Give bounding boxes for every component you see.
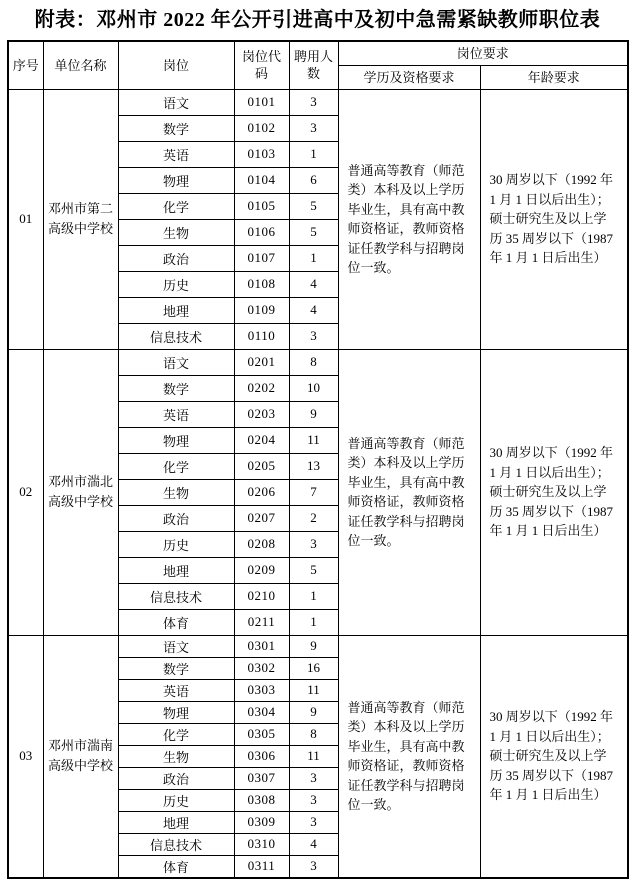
count-cell: 11 — [289, 427, 338, 453]
code-cell: 0310 — [234, 833, 289, 855]
count-cell: 10 — [289, 375, 338, 401]
table-row — [8, 89, 628, 115]
qualification-cell: 普通高等教育（师范类）本科及以上学历毕业生，具有高中教师资格证，教师资格证任教学科与招聘岗位一致。 — [338, 89, 480, 349]
code-cell: 0203 — [234, 401, 289, 427]
count-cell: 3 — [289, 323, 338, 349]
count-cell: 3 — [289, 767, 338, 789]
table-header — [8, 41, 628, 89]
count-cell: 9 — [289, 401, 338, 427]
post-cell: 历史 — [118, 789, 234, 811]
count-cell: 5 — [289, 193, 338, 219]
code-cell: 0101 — [234, 89, 289, 115]
code-cell: 0105 — [234, 193, 289, 219]
post-cell: 历史 — [118, 271, 234, 297]
count-cell: 9 — [289, 635, 338, 657]
code-cell: 0108 — [234, 271, 289, 297]
unit-cell: 邓州市第二高级中学校 — [43, 89, 118, 349]
code-cell: 0303 — [234, 679, 289, 701]
count-cell: 3 — [289, 811, 338, 833]
code-cell: 0202 — [234, 375, 289, 401]
seq-cell: 03 — [8, 635, 43, 878]
code-cell: 0207 — [234, 505, 289, 531]
post-cell: 历史 — [118, 531, 234, 557]
code-cell: 0211 — [234, 609, 289, 635]
seq-cell: 01 — [8, 89, 43, 349]
post-cell: 政治 — [118, 505, 234, 531]
count-cell: 9 — [289, 701, 338, 723]
count-cell: 3 — [289, 855, 338, 878]
header-age: 年龄要求 — [480, 65, 628, 89]
post-cell: 数学 — [118, 657, 234, 679]
post-cell: 数学 — [118, 115, 234, 141]
count-cell: 8 — [289, 349, 338, 375]
unit-cell: 邓州市湍北高级中学校 — [43, 349, 118, 635]
table-row — [8, 635, 628, 657]
code-cell: 0306 — [234, 745, 289, 767]
header-row-1 — [8, 41, 628, 65]
code-cell: 0205 — [234, 453, 289, 479]
count-cell: 3 — [289, 115, 338, 141]
post-cell: 地理 — [118, 811, 234, 833]
post-cell: 英语 — [118, 679, 234, 701]
count-cell: 4 — [289, 297, 338, 323]
count-cell: 2 — [289, 505, 338, 531]
code-cell: 0307 — [234, 767, 289, 789]
seq-cell: 02 — [8, 349, 43, 635]
post-cell: 政治 — [118, 245, 234, 271]
unit-cell: 邓州市湍南高级中学校 — [43, 635, 118, 878]
code-cell: 0206 — [234, 479, 289, 505]
code-cell: 0308 — [234, 789, 289, 811]
count-cell: 3 — [289, 531, 338, 557]
post-cell: 生物 — [118, 745, 234, 767]
post-cell: 英语 — [118, 401, 234, 427]
code-cell: 0109 — [234, 297, 289, 323]
header-qualification: 学历及资格要求 — [338, 65, 480, 89]
count-cell: 1 — [289, 245, 338, 271]
post-cell: 物理 — [118, 167, 234, 193]
header-post: 岗位 — [118, 41, 234, 89]
post-cell: 信息技术 — [118, 583, 234, 609]
post-cell: 体育 — [118, 855, 234, 878]
count-cell: 13 — [289, 453, 338, 479]
code-cell: 0102 — [234, 115, 289, 141]
post-cell: 化学 — [118, 453, 234, 479]
age-cell: 30 周岁以下（1992 年 1 月 1 日以后出生）；硕士研究生及以上学历 35 周岁以下（1987 年 1 月 1 日后出生） — [480, 89, 628, 349]
code-cell: 0309 — [234, 811, 289, 833]
count-cell: 5 — [289, 557, 338, 583]
post-cell: 地理 — [118, 297, 234, 323]
age-cell: 30 周岁以下（1992 年 1 月 1 日以后出生）；硕士研究生及以上学历 35 周岁以下（1987 年 1 月 1 日后出生） — [480, 635, 628, 878]
header-count: 聘用人数 — [289, 41, 338, 89]
code-cell: 0305 — [234, 723, 289, 745]
count-cell: 11 — [289, 679, 338, 701]
count-cell: 1 — [289, 609, 338, 635]
post-cell: 英语 — [118, 141, 234, 167]
table-row — [8, 349, 628, 375]
document-title: 附表：邓州市 2022 年公开引进高中及初中急需紧缺教师职位表 — [34, 9, 601, 31]
code-cell: 0103 — [234, 141, 289, 167]
header-unit: 单位名称 — [43, 41, 118, 89]
post-cell: 体育 — [118, 609, 234, 635]
code-cell: 0311 — [234, 855, 289, 878]
code-cell: 0301 — [234, 635, 289, 657]
count-cell: 8 — [289, 723, 338, 745]
qualification-cell: 普通高等教育（师范类）本科及以上学历毕业生，具有高中教师资格证，教师资格证任教学科与招聘岗位一致。 — [338, 635, 480, 878]
post-cell: 物理 — [118, 427, 234, 453]
count-cell: 11 — [289, 745, 338, 767]
code-cell: 0302 — [234, 657, 289, 679]
code-cell: 0106 — [234, 219, 289, 245]
positions-table — [7, 40, 629, 879]
code-cell: 0304 — [234, 701, 289, 723]
age-cell: 30 周岁以下（1992 年 1 月 1 日以后出生）；硕士研究生及以上学历 35 周岁以下（1987 年 1 月 1 日后出生） — [480, 349, 628, 635]
post-cell: 信息技术 — [118, 833, 234, 855]
post-cell: 生物 — [118, 479, 234, 505]
count-cell: 5 — [289, 219, 338, 245]
count-cell: 3 — [289, 89, 338, 115]
post-cell: 政治 — [118, 767, 234, 789]
count-cell: 7 — [289, 479, 338, 505]
table-body — [8, 89, 628, 878]
post-cell: 语文 — [118, 89, 234, 115]
count-cell: 6 — [289, 167, 338, 193]
header-code: 岗位代码 — [234, 41, 289, 89]
header-seq: 序号 — [8, 41, 43, 89]
post-cell: 化学 — [118, 723, 234, 745]
count-cell: 16 — [289, 657, 338, 679]
code-cell: 0208 — [234, 531, 289, 557]
count-cell: 4 — [289, 833, 338, 855]
post-cell: 数学 — [118, 375, 234, 401]
code-cell: 0204 — [234, 427, 289, 453]
count-cell: 3 — [289, 789, 338, 811]
code-cell: 0210 — [234, 583, 289, 609]
post-cell: 语文 — [118, 349, 234, 375]
post-cell: 物理 — [118, 701, 234, 723]
code-cell: 0209 — [234, 557, 289, 583]
post-cell: 信息技术 — [118, 323, 234, 349]
header-requirements: 岗位要求 — [338, 41, 628, 65]
count-cell: 1 — [289, 141, 338, 167]
code-cell: 0107 — [234, 245, 289, 271]
code-cell: 0110 — [234, 323, 289, 349]
code-cell: 0201 — [234, 349, 289, 375]
post-cell: 语文 — [118, 635, 234, 657]
post-cell: 地理 — [118, 557, 234, 583]
count-cell: 4 — [289, 271, 338, 297]
count-cell: 1 — [289, 583, 338, 609]
post-cell: 化学 — [118, 193, 234, 219]
qualification-cell: 普通高等教育（师范类）本科及以上学历毕业生，具有高中教师资格证，教师资格证任教学科与招聘岗位一致。 — [338, 349, 480, 635]
code-cell: 0104 — [234, 167, 289, 193]
post-cell: 生物 — [118, 219, 234, 245]
